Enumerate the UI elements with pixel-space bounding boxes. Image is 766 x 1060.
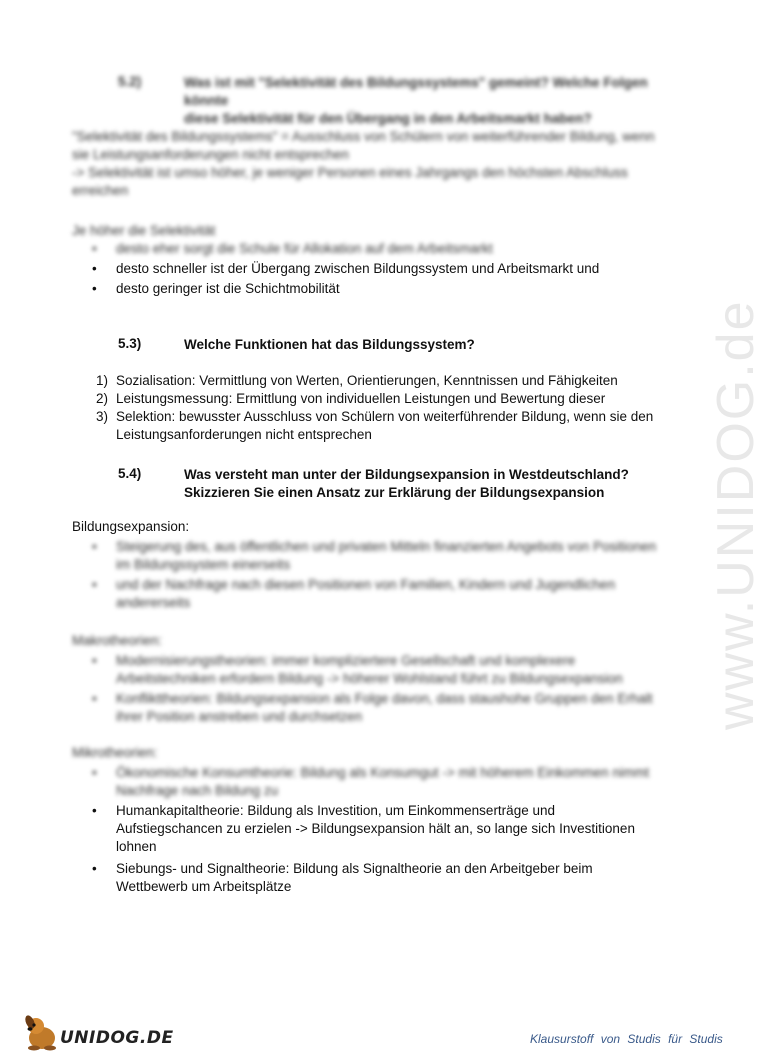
item-line: Arbeitstechniken erfordern Bildung -> höherer Wohlstand führt zu Bildungsexpansion [116,671,623,686]
list-item-text [116,576,671,612]
paragraph-line: "Selektivität des Bildungssystems" = Ausschluss von Schülern von weiterführender Bildung, wenn [72,129,655,144]
item-number: 2) [96,391,109,406]
item-line: und der Nachfrage nach diesen Positionen von Familien, Kindern und Jugendlichen [116,577,616,592]
footer-tagline: Klausurstoff von Studis für Studis [530,1032,723,1046]
bullet-icon: • [92,261,97,276]
item-line: Nachfrage nach Bildung zu [116,783,279,798]
bullet-icon: • [92,691,97,706]
bullet-icon: • [92,803,97,818]
intro-paragraph [72,128,672,200]
item-line: Modernisierungstheorien: immer kompliziertere Gesellschaft und komplexere [116,653,576,668]
list-item-text [116,764,671,800]
bullet-icon: • [92,281,97,296]
list-item-text [116,538,671,574]
item-line: andererseits [116,595,191,610]
item-line: Aufstiegschancen zu erzielen -> Bildungsexpansion hält an, so lange sich Investitionen [116,821,635,836]
paragraph-line: sie Leistungsanforderungen nicht entsprechen [72,147,349,162]
question-line: Was ist mit "Selektivität des Bildungssystems" gemeint? Welche Folgen könnte [184,75,648,108]
paragraph-line: erreichen [72,183,129,198]
logo-text: UNIDOG.DE [60,1028,174,1048]
mikro-heading: Mikrotheorien: [72,745,158,760]
bullet-icon: • [92,861,97,876]
question-text: Welche Funktionen hat das Bildungssystem? [184,337,475,352]
item-line: Steigerung des, aus öffentlichen und privaten Mitteln finanzierten Angebots von Positionen [116,539,657,554]
question-line: Was versteht man unter der Bildungsexpansion in Westdeutschland? [184,467,629,482]
question-line: Skizzieren Sie einen Ansatz zur Erklärung der Bildungsexpansion [184,485,605,500]
question-number: 5.3) [118,336,142,351]
list-item-text [116,860,671,896]
item-text: Sozialisation: Vermittlung von Werten, Orientierungen, Kenntnissen und Fähigkeiten [116,373,618,388]
question-number: 5.4) [118,466,142,481]
bullet-icon: • [92,577,97,592]
paragraph-line: -> Selektivität ist umso höher, je weniger Personen eines Jahrgangs den höchsten Abschluss [72,165,628,180]
item-line: Konflikttheorien: Bildungsexpansion als Folge davon, dass staushohe Gruppen den Erhalt [116,691,653,706]
item-line: ihrer Position anstreben und durchsetzen [116,709,363,724]
item-line: Humankapitaltheorie: Bildung als Investition, um Einkommenserträge und [116,803,555,818]
bullet-icon: • [92,539,97,554]
question-text [184,466,684,502]
item-line: lohnen [116,839,157,854]
item-text [116,408,671,444]
item-line: Siebungs- und Signaltheorie: Bildung als Signaltheorie an den Arbeitgeber beim [116,861,593,876]
item-line: im Bildungssystem einerseits [116,557,291,572]
list-item-text [116,690,671,726]
item-text: Leistungsmessung: Ermittlung von individuellen Leistungen und Bewertung dieser [116,391,606,406]
list-item-text [116,802,671,856]
question-number: 5.2) [118,74,142,89]
item-number: 1) [96,373,109,388]
bildungsexpansion-heading: Bildungsexpansion: [72,519,190,534]
bullet-icon: • [92,653,97,668]
list-item-text: desto geringer ist die Schichtmobilität [116,281,340,296]
bullet-icon: • [92,241,97,256]
item-number: 3) [96,409,109,424]
item-line: Leistungsanforderungen nicht entsprechen [116,427,372,442]
bullet-icon: • [92,765,97,780]
item-line: Ökonomische Konsumtheorie: Bildung als Konsumgut -> mit höherem Einkommen nimmt [116,765,650,780]
question-line: diese Selektivität für den Übergang in den Arbeitsmarkt haben? [184,111,592,126]
list-item-text [116,652,671,688]
item-line: Wettbewerb um Arbeitsplätze [116,879,292,894]
makro-heading: Makrotheorien: [72,633,163,648]
list-item-text: desto schneller ist der Übergang zwischen Bildungssystem und Arbeitsmarkt und [116,261,600,276]
item-line: Selektion: bewusster Ausschluss von Schülern von weiterführender Bildung, wenn sie den [116,409,654,424]
selektivitaet-heading: Je höher die Selektivität [72,223,216,238]
watermark-text: www.UNIDOG.de [707,299,765,730]
list-item-text: desto eher sorgt die Schule für Allokation auf dem Arbeitsmarkt [116,241,493,256]
question-text [184,74,684,128]
dog-logo-icon [22,1014,62,1052]
